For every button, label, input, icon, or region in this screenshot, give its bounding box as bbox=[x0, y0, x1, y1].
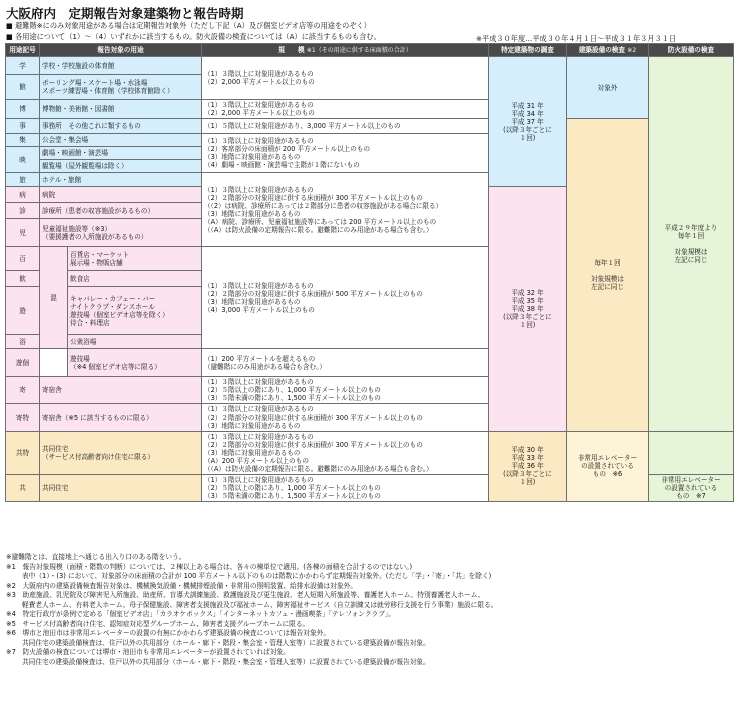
use-code: 館 bbox=[6, 75, 40, 100]
scale-cell: （1）３階以上に対象用途があるもの （2）２階部分の対象用途に供する床面積が 500 平方メートル以上のもの （3）地階に対象用途があるもの （4）3,000 平方メートル以上のもの bbox=[202, 247, 489, 349]
scale-cell: （1）３階以上に対象用途があるもの （2）２階部分の対象用途に供する床面積が 300 平方メートル以上のもの （3）地階に対象用途があるもの bbox=[202, 404, 489, 431]
use-name: ボーリング場・スケート場・水泳場 スポーツ練習場・体育館（学校体育館除く） bbox=[40, 75, 202, 100]
footnote: ※4 特定行政庁が条例で定める「個室ビデオ店」「カラオケボックス」「インターネットカフェ・漫画喫茶」「テレフォンクラブ」。 bbox=[6, 610, 395, 619]
use-code: 遊 bbox=[6, 287, 40, 335]
equip-cell: 非常用エレベーター の設置されている もの ※6 bbox=[567, 431, 649, 501]
use-name: 博物館・美術館・図書館 bbox=[40, 100, 202, 119]
header-survey: 特定建築物の調査 bbox=[489, 44, 567, 57]
footnote: 共同住宅の建築設備検査は、住戸以外の共用部分（ホール・廊下・階段・集会室・管理人室等）に設置されている建築設備が報告対象。 bbox=[22, 657, 430, 666]
scale-cell: （1）３階以上に対象用途があるもの （2）客席部分の床面積が 200 平方メートル以上のもの （3）地階に対象用途があるもの （4）劇場・映画館・演芸場で主階が１階にないもの bbox=[202, 134, 489, 173]
header-use: 報告対象の用途 bbox=[40, 44, 202, 57]
use-name: 共同住宅 （サービス付高齢者向け住宅に限る） bbox=[40, 431, 202, 474]
equip-cell: 対象外 bbox=[567, 57, 649, 119]
table-header-row bbox=[6, 44, 734, 57]
fire-cell: 平成２９年度より 毎年１回 対象規模は 左記に同じ bbox=[649, 57, 734, 431]
use-code: 旅 bbox=[6, 173, 40, 187]
header-fire: 防火設備の検査 bbox=[649, 44, 734, 57]
footnote: ※避難階とは、直接地上へ通じる出入り口のある階をいう。 bbox=[6, 553, 186, 561]
scale-cell: （1）３階以上に対象用途があるもの （2）２階部分の対象用途に供する床面積が 300 平方メートル以上のもの （（2）は病院、診療所にあっては２階部分に患者の収容施設がある場合に限る） （3）地階に対象用途があるもの （A）病院、診療所、児童福祉施設等にあっては 200 平方メートル以上のもの （（A）は防火設備の定期報告に限る。避難階にのみ用途がある場合も含む。） bbox=[202, 173, 489, 247]
footnote: ※5 サービス付高齢者向け住宅、認知症対応型グループホーム、障害者支援グループホームに限る。 bbox=[6, 619, 310, 628]
survey-cell: 平成 32 年 平成 35 年 平成 38 年 (以降３年ごとに １回) bbox=[489, 187, 567, 431]
use-name: 診療所（患者の収容施設があるもの） bbox=[40, 203, 202, 219]
report-schedule-table bbox=[5, 43, 734, 502]
use-name: 公会堂・集会場 bbox=[40, 134, 202, 147]
use-code: 飲 bbox=[6, 271, 40, 287]
footnote: 表中（1）・(3) において、対象部分の床面積の合計が 100 平方メートル以下のものは階数にかかわらず定期報告対象外。(ただし「学」・「寄」・「共」を除く) bbox=[22, 572, 492, 581]
scale-cell: （1）３階以上に対象用途があるもの （2）2,000 平方メートル以上のもの bbox=[202, 57, 489, 100]
use-code: 映 bbox=[6, 147, 40, 173]
footnote: 共同住宅の建築設備検査は、住戸以外の共用部分（ホール・廊下・階段・集会室・管理人室等）に設置されている建築設備が報告対象。 bbox=[22, 638, 430, 647]
use-name: 寄宿舎 bbox=[40, 377, 202, 404]
use-name: 公衆浴場 bbox=[68, 335, 202, 349]
use-code: 共 bbox=[6, 474, 40, 501]
mixed-label: 混 bbox=[40, 247, 68, 349]
footnote: ※3 助産施設、乳児院及び障害児入所施設、助産所、盲導犬訓練施設、救護施設及び更生施設、老人短期入所施設等、養護老人ホーム、特別養護老人ホーム、 bbox=[6, 591, 485, 600]
use-code: 遊個 bbox=[6, 349, 40, 377]
fire-cell-spacer bbox=[649, 431, 734, 474]
use-name: 学校・学校施設の体育館 bbox=[40, 57, 202, 75]
use-code: 児 bbox=[6, 219, 40, 247]
note-bullet-1: ■ 避難階※にのみ対象用途がある場合は定期報告対象外（ただし下記（A）及び個室ビデオ店等の用途をのぞく） bbox=[6, 21, 371, 30]
scale-cell: （1）３階以上に対象用途があるもの （2）２階部分の対象用途に供する床面積が 300 平方メートル以上のもの （3）地階に対象用途があるもの （A）200 平方メートル以上のもの （（A）は防火設備の定期報告に限る。避難階にのみ用途がある場合も含む。） bbox=[202, 431, 489, 474]
footnote: 軽費老人ホーム、有料老人ホーム、母子保健施設、障害者支援施設及び福祉ホーム、障害福祉サービス（自立訓練又は就労移行支援を行う事業）施設に限る。 bbox=[22, 600, 498, 609]
use-code: 集 bbox=[6, 134, 40, 147]
mixed-spacer bbox=[40, 349, 68, 377]
table-row bbox=[6, 119, 734, 134]
use-code: 病 bbox=[6, 187, 40, 203]
header-scale: 規 模 ※1（その用途に供する床面積の合計） bbox=[202, 44, 489, 57]
footnote: ※2 大阪府内の建築設備検査報告対象は、機械換気設備・機械排煙設備・非常用の照明装置、給排水設備は対象外。 bbox=[6, 581, 357, 590]
use-code: 寄特 bbox=[6, 404, 40, 431]
survey-cell: 平成 31 年 平成 34 年 平成 37 年 (以降３年ごとに １回) bbox=[489, 57, 567, 187]
use-name: 寄宿舎（※5 に該当するものに限る） bbox=[40, 404, 202, 431]
scale-cell: （1）５階以上に対象用途があり、3,000 平方メートル以上のもの bbox=[202, 119, 489, 134]
use-code: 診 bbox=[6, 203, 40, 219]
use-name: 児童福祉施設等（※3） （要援護者の入所施設があるもの） bbox=[40, 219, 202, 247]
use-code: 事 bbox=[6, 119, 40, 134]
use-code: 共特 bbox=[6, 431, 40, 474]
use-name: 病院 bbox=[40, 187, 202, 203]
footnotes bbox=[6, 553, 732, 667]
use-name: 共同住宅 bbox=[40, 474, 202, 501]
equip-cell: 毎年１回 対象規模は 左記に同じ bbox=[567, 119, 649, 431]
footnote: ※7 防火設備の検査については堺市・池田市も非常用エレベーターが設置されていれば対象。 bbox=[6, 648, 290, 657]
survey-cell: 平成 30 年 平成 33 年 平成 36 年 (以降３年ごとに １回) bbox=[489, 431, 567, 501]
table-row bbox=[6, 431, 734, 474]
use-name: 遊技場 （※4 個室ビデオ店等に限る） bbox=[68, 349, 202, 377]
footnote: ※1 報告対象規模（面積・階数の判断）については、２棟以上ある場合は、各々の棟単位で適用。(各棟の面積を合計するのではない。) bbox=[6, 562, 413, 571]
use-name: キャバレー・カフェー・バー ナイトクラブ・ダンスホール 遊技場（個室ビデオ店等を除く） 待合・料理店 bbox=[68, 287, 202, 335]
use-code: 博 bbox=[6, 100, 40, 119]
use-name: 百貨店・マーケット 展示場・物販店舗 bbox=[68, 247, 202, 271]
use-name: 観覧場（屋外観覧場は除く） bbox=[40, 160, 202, 173]
page-title: 大阪府内 定期報告対象建築物と報告時期 bbox=[6, 6, 244, 21]
scale-cell: （1）３階以上に対象用途があるもの （2）５階以上の階にあり、1,000 平方メートル以上のもの （3）５階未満の階にあり、1,500 平方メートル以上のもの bbox=[202, 377, 489, 404]
scale-cell: （1）３階以上に対象用途があるもの （2）2,000 平方メートル以上のもの bbox=[202, 100, 489, 119]
note-bullet-2: ■ 各用途について（1）～（4）いずれかに該当するもの。防火設備の検査については（A）に該当するものも含む。 bbox=[6, 32, 381, 41]
use-code: 浴 bbox=[6, 335, 40, 349]
use-name: 事務所 その他これに類するもの bbox=[40, 119, 202, 134]
use-code: 百 bbox=[6, 247, 40, 271]
scale-cell: （1）200 平方メートルを超えるもの （避難階にのみ用途がある場合も含む。） bbox=[202, 349, 489, 377]
use-code: 寄 bbox=[6, 377, 40, 404]
header-equip: 建築設備の検査 ※2 bbox=[567, 44, 649, 57]
use-name: 飲食店 bbox=[68, 271, 202, 287]
footnote: ※6 堺市と池田市は非常用エレベーターの設置の有無にかかわらず建築設備の検査については報告対象外。 bbox=[6, 629, 331, 638]
header-code: 用途記号 bbox=[6, 44, 40, 57]
fire-cell: 非常用エレベーター の設置されている もの ※7 bbox=[649, 474, 734, 501]
use-name: 劇場・映画館・演芸場 bbox=[40, 147, 202, 160]
use-code: 学 bbox=[6, 57, 40, 75]
table-row bbox=[6, 57, 734, 75]
fiscal-year-note: ※平成３０年度…平成３０年４月１日～平成３１年３月３１日 bbox=[476, 34, 677, 43]
use-name: ホテル・旅館 bbox=[40, 173, 202, 187]
scale-cell: （1）３階以上に対象用途があるもの （2）５階以上の階にあり、1,000 平方メートル以上のもの （3）５階未満の階にあり、1,500 平方メートル以上のもの bbox=[202, 474, 489, 501]
